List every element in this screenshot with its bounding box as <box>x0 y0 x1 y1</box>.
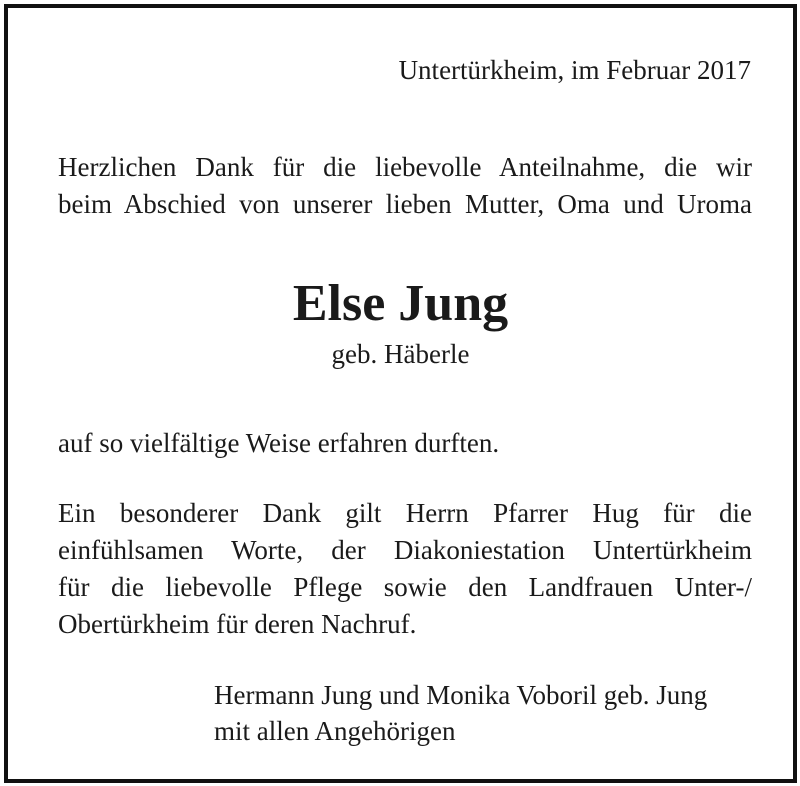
place-date: Untertürkheim, im Februar 2017 <box>398 55 751 85</box>
deceased-name: Else Jung <box>292 275 509 332</box>
thanks-line-2: einfühlsamen Worte, der Diakoniestation Untertürkheim <box>58 535 752 565</box>
thanks-line-1: Ein besonderer Dank gilt Herrn Pfarrer Hug für die <box>58 498 752 528</box>
continuation-line: auf so vielfältige Weise erfahren durften. <box>58 428 500 458</box>
notice-frame <box>4 4 797 783</box>
signature-line-2: mit allen Angehörigen <box>214 716 456 746</box>
intro-line-2: beim Abschied von unserer lieben Mutter, Oma und Uroma <box>58 189 752 219</box>
intro-line-1: Herzlichen Dank für die liebevolle Anteilnahme, die wir <box>58 152 752 182</box>
deceased-maiden-name: geb. Häberle <box>331 339 470 369</box>
thanks-line-3: für die liebevolle Pflege sowie den Landfrauen Unter-/ <box>58 572 752 602</box>
signature-line-1: Hermann Jung und Monika Voboril geb. Jung <box>214 680 708 710</box>
thanks-line-4: Obertürkheim für deren Nachruf. <box>58 609 417 639</box>
